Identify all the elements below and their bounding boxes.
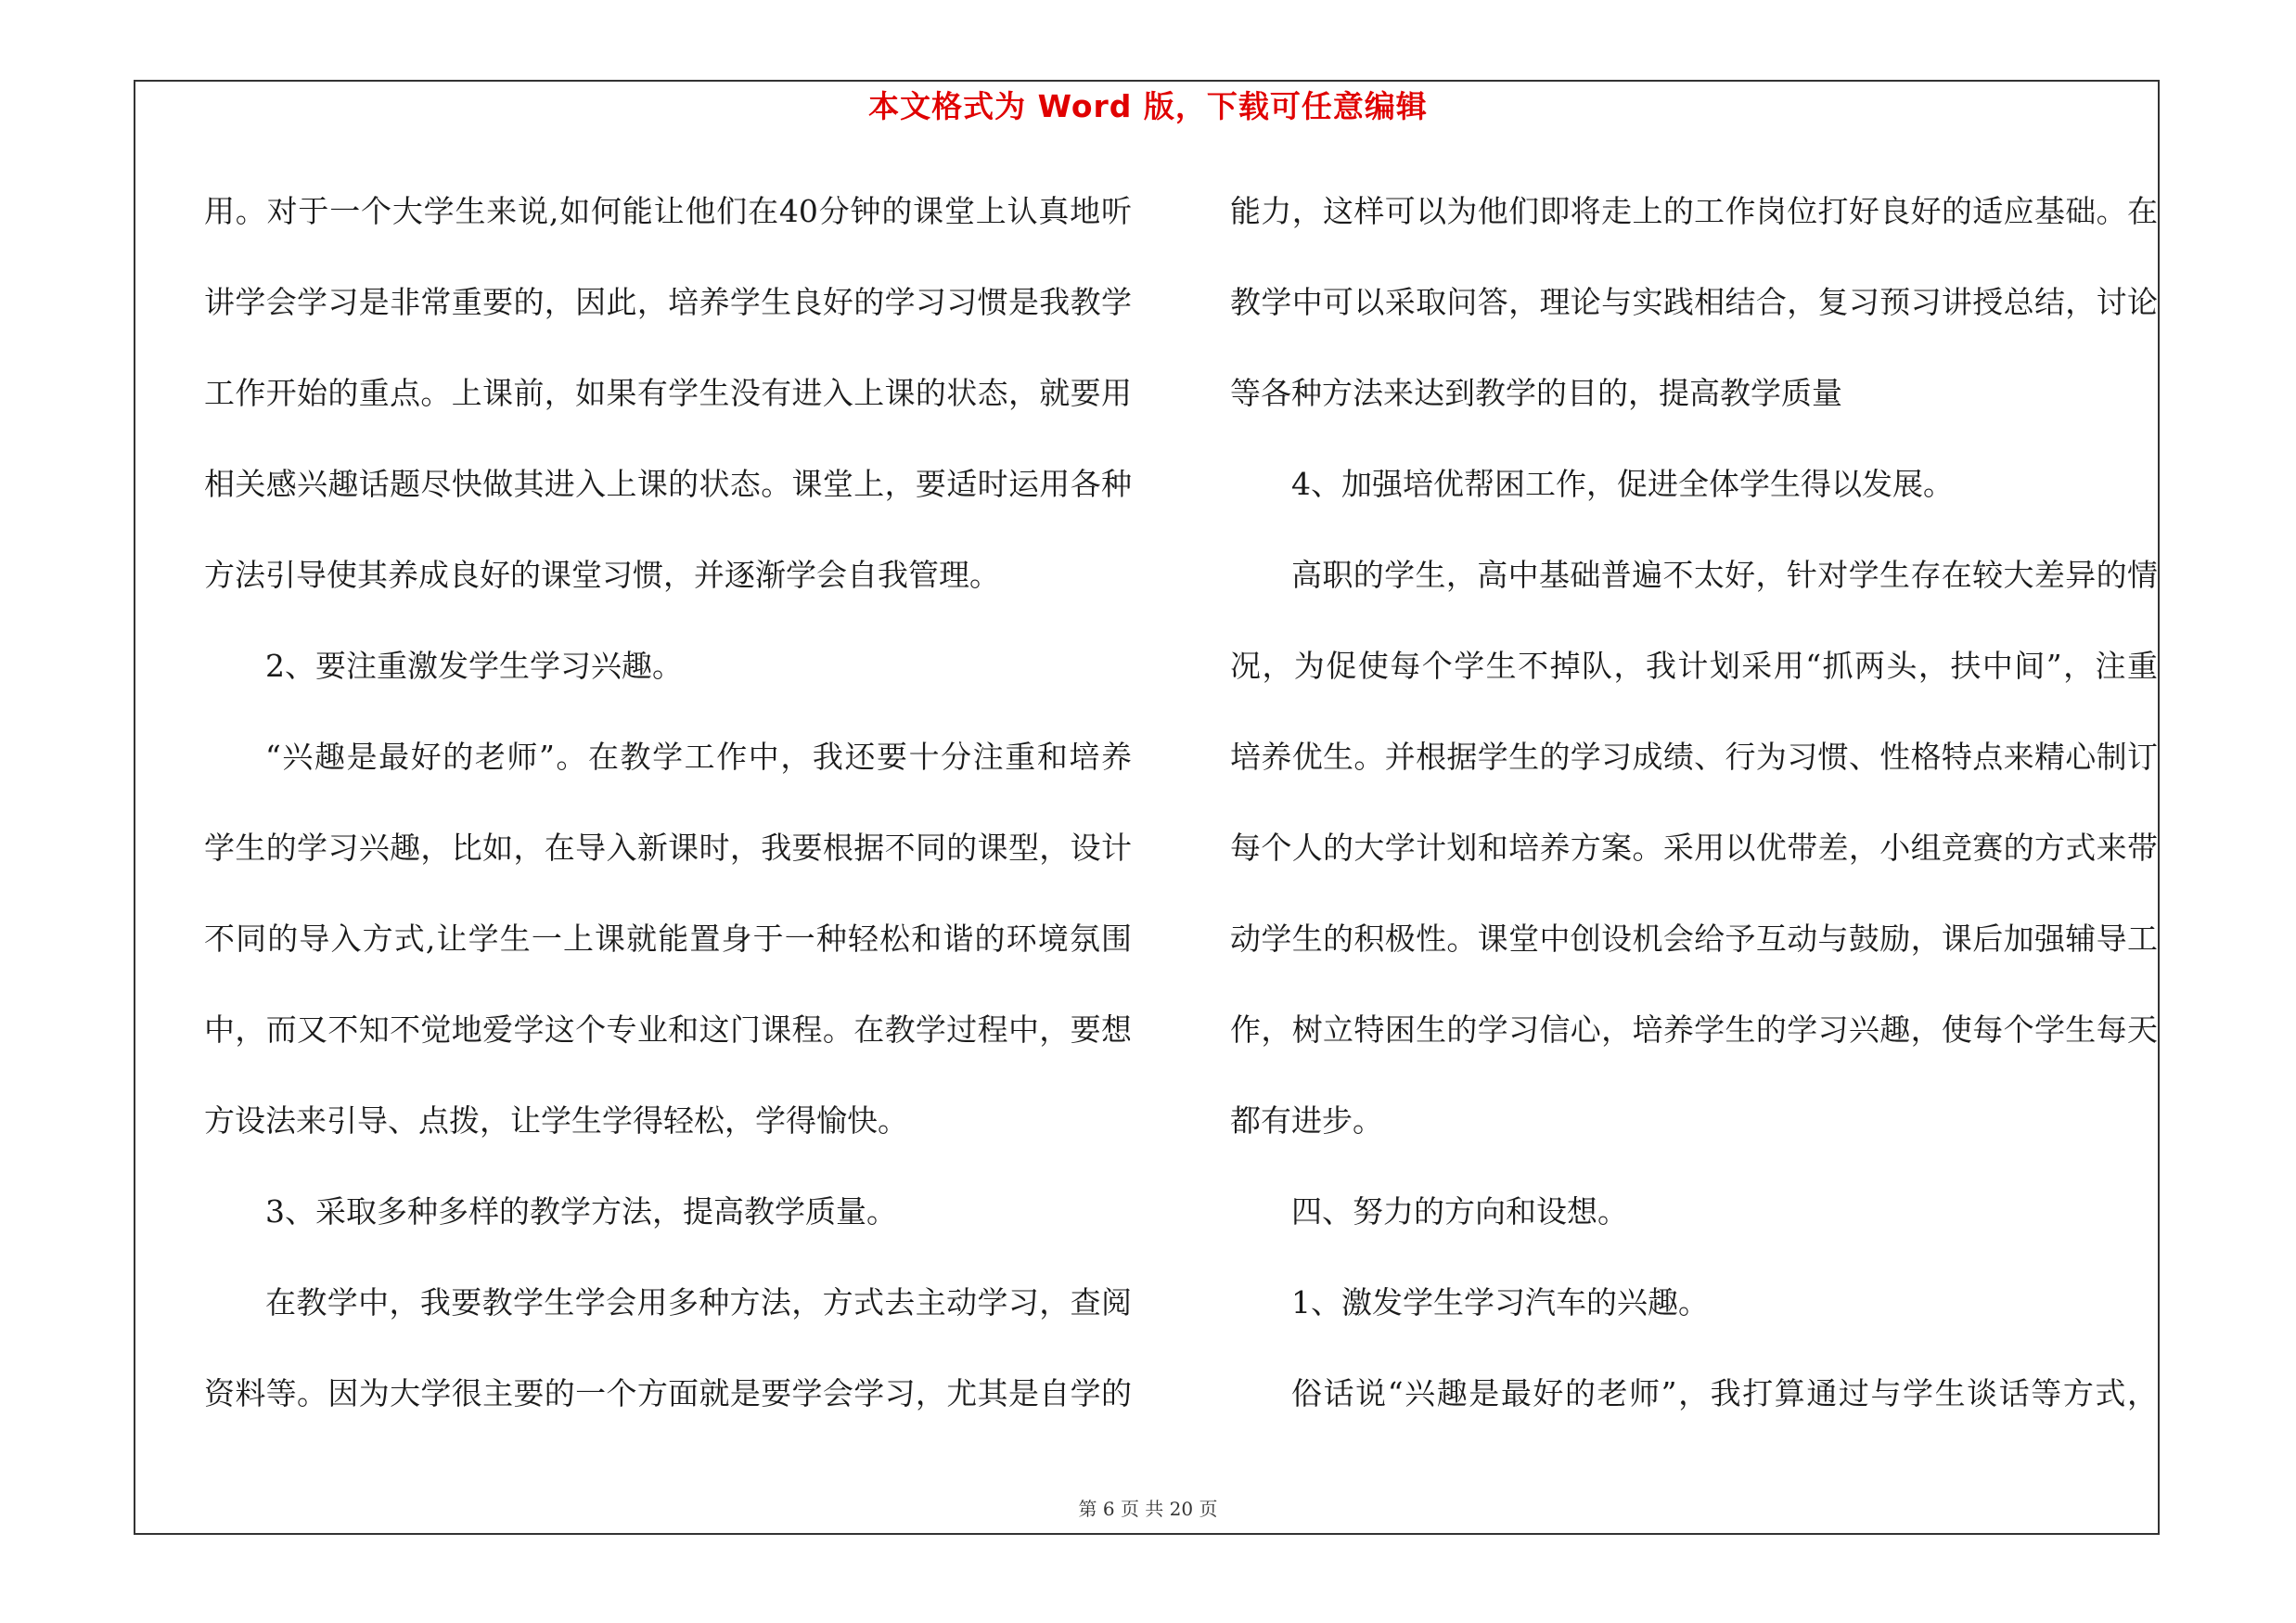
text-line: 资料等。因为大学很主要的一个方面就是要学会学习，尤其是自学的 — [204, 1375, 1132, 1411]
text-line: 学生的学习兴趣，比如，在导入新课时，我要根据不同的课型，设计 — [204, 830, 1132, 866]
text-line: 俗话说“兴趣是最好的老师”，我打算通过与学生谈话等方式， — [1291, 1375, 2158, 1411]
text-line: 相关感兴趣话题尽快做其进入上课的状态。课堂上，要适时运用各种 — [204, 466, 1132, 502]
text-line: 作，树立特困生的学习信心，培养学生的学习兴趣，使每个学生每天 — [1230, 1011, 2158, 1048]
text-line: 1、激发学生学习汽车的兴趣。 — [1291, 1284, 1709, 1320]
text-line: 四、努力的方向和设想。 — [1291, 1193, 1628, 1230]
text-line: 方设法来引导、点拨，让学生学得轻松，学得愉快。 — [204, 1102, 908, 1139]
format-banner: 本文格式为 Word 版，下载可任意编辑 — [868, 88, 1428, 124]
right-text-column — [1230, 182, 2158, 1455]
text-line: 动学生的积极性。课堂中创设机会给予互动与鼓励，课后加强辅导工 — [1230, 921, 2158, 957]
text-line: 不同的导入方式,让学生一上课就能置身于一种轻松和谐的环境氛围 — [204, 921, 1132, 957]
text-line: 能力，这样可以为他们即将走上的工作岗位打好良好的适应基础。在 — [1230, 193, 2158, 229]
text-line: 况，为促使每个学生不掉队，我计划采用“抓两头，扶中间”，注重 — [1230, 648, 2158, 684]
text-line: 3、采取多种多样的教学方法，提高教学质量。 — [265, 1193, 897, 1230]
text-line: 等各种方法来达到教学的目的，提高教学质量 — [1230, 375, 1842, 411]
text-line: 中，而又不知不觉地爱学这个专业和这门课程。在教学过程中，要想 — [204, 1011, 1132, 1048]
text-line: 都有进步。 — [1230, 1102, 1383, 1139]
text-line: 培养优生。并根据学生的学习成绩、行为习惯、性格特点来精心制订 — [1230, 739, 2158, 775]
text-line: 用。对于一个大学生来说,如何能让他们在40分钟的课堂上认真地听 — [204, 193, 1132, 229]
text-line: 每个人的大学计划和培养方案。采用以优带差，小组竞赛的方式来带 — [1230, 830, 2158, 866]
text-line: 讲学会学习是非常重要的，因此，培养学生良好的学习习惯是我教学 — [204, 284, 1132, 320]
text-line: “兴趣是最好的老师”。在教学工作中，我还要十分注重和培养 — [265, 739, 1132, 775]
text-line: 高职的学生，高中基础普遍不太好，针对学生存在较大差异的情 — [1291, 557, 2158, 593]
left-text-column — [204, 182, 1132, 1455]
text-line: 教学中可以采取问答，理论与实践相结合，复习预习讲授总结，讨论 — [1230, 284, 2158, 320]
text-line: 2、要注重激发学生学习兴趣。 — [265, 648, 683, 684]
text-line: 方法引导使其养成良好的课堂习惯，并逐渐学会自我管理。 — [204, 557, 1000, 593]
page-number-footer: 第 6 页 共 20 页 — [1078, 1498, 1218, 1520]
text-line: 工作开始的重点。上课前，如果有学生没有进入上课的状态，就要用 — [204, 375, 1132, 411]
text-line: 在教学中，我要教学生学会用多种方法，方式去主动学习，查阅 — [265, 1284, 1132, 1320]
text-line: 4、加强培优帮困工作，促进全体学生得以发展。 — [1291, 466, 1954, 502]
